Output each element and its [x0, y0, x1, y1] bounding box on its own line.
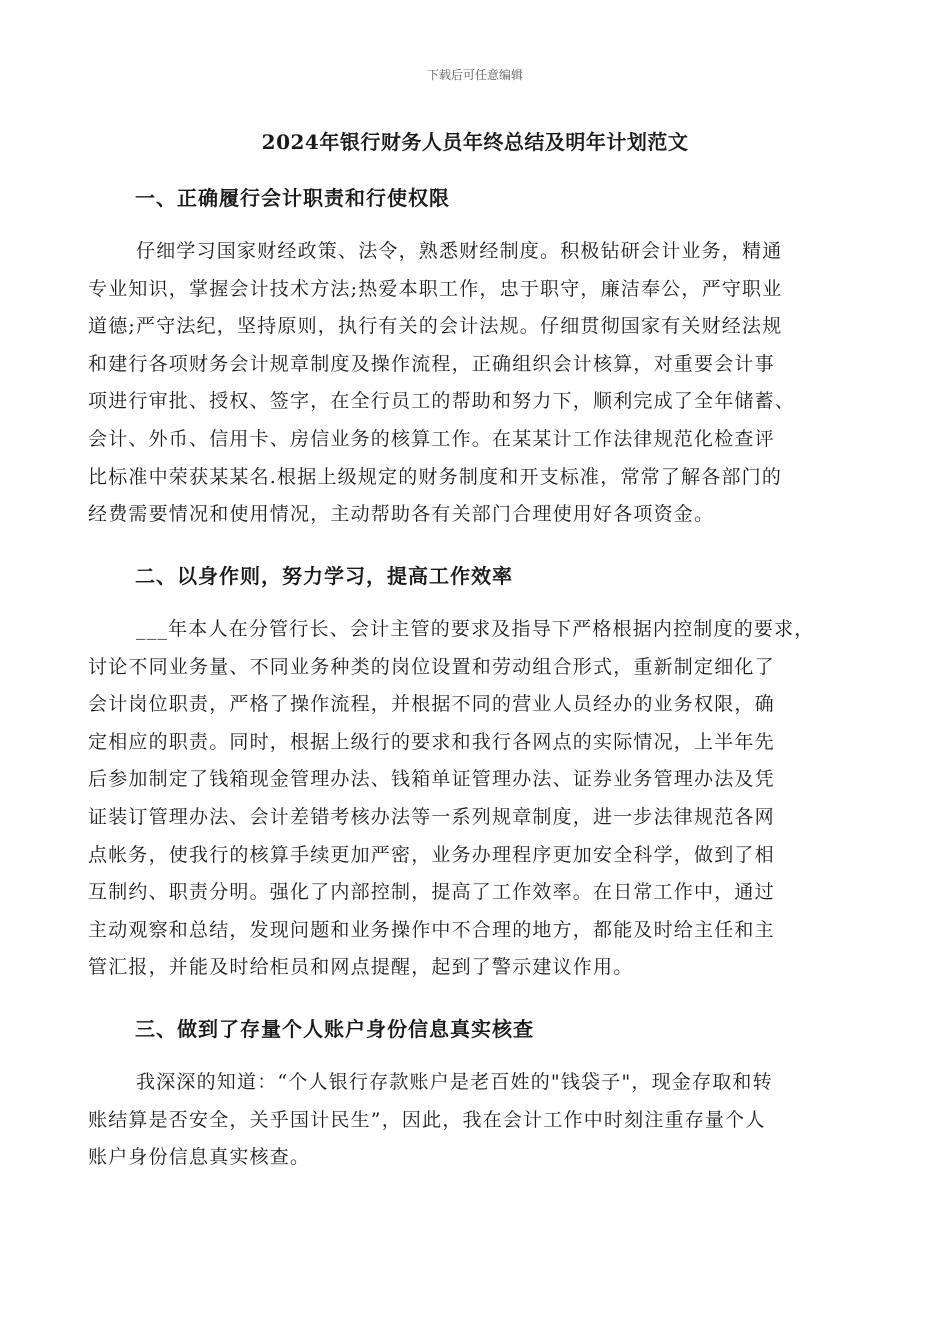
paragraph-line: 后参加制定了钱箱现金管理办法、钱箱单证管理办法、证券业务管理办法及凭 [88, 768, 775, 791]
paragraph-line: 账户身份信息真实核查。 [88, 1146, 311, 1169]
paragraph-line: 互制约、职责分明。强化了内部控制，提高了工作效率。在日常工作中，通过 [88, 881, 775, 904]
section-body [88, 233, 878, 534]
section-body [88, 1064, 878, 1177]
section-1 [88, 183, 878, 534]
paragraph-line: 讨论不同业务量、不同业务种类的岗位设置和劳动组合形式，重新制定细化了 [88, 655, 775, 678]
paragraph-line: 项进行审批、授权、签字，在全行员工的帮助和努力下，顺利完成了全年储蓄、 [88, 390, 796, 413]
paragraph-line: 证装订管理办法、会计差错考核办法等一系列规章制度，进一步法律规范各网 [88, 805, 775, 828]
section-heading: 一、正确履行会计职责和行使权限 [135, 186, 450, 210]
paragraph-line: 会计、外币、信用卡、房信业务的核算工作。在某某计工作法律规范化检查评 [88, 427, 775, 450]
paragraph-line: 道德;严守法纪，坚持原则，执行有关的会计法规。仔细贯彻国家有关财经法规 [88, 315, 783, 338]
paragraph-line: 账结算是否安全，关乎国计民生”，因此，我在会计工作中时刻注重存量个人 [88, 1108, 766, 1131]
paragraph-line: ___年本人在分管行长、会计主管的要求及指导下严格根据内控制度的要求， [136, 618, 815, 640]
section-heading: 二、以身作则，努力学习，提高工作效率 [135, 564, 513, 588]
paragraph-line: 专业知识，掌握会计技术方法;热爱本职工作，忠于职守，廉洁奉公，严守职业 [88, 277, 783, 300]
paragraph-line: 和建行各项财务会计规章制度及操作流程，正确组织会计核算，对重要会计事 [88, 352, 775, 375]
paragraph-line: 我深深的知道：“个人银行存款账户是老百姓的"钱袋子"，现金存取和转 [136, 1071, 773, 1093]
section-2 [88, 561, 878, 987]
header-note: 下载后可任意编辑 [426, 68, 523, 82]
paragraph-line: 仔细学习国家财经政策、法令，熟悉财经制度。积极钻研会计业务，精通 [136, 240, 783, 262]
paragraph-line: 经费需要情况和使用情况，主动帮助各有关部门合理使用好各项资金。 [88, 503, 715, 526]
document-title: 2024年银行财务人员年终总结及明年计划范文 [261, 130, 689, 154]
paragraph-line: 会计岗位职责，严格了操作流程，并根据不同的营业人员经办的业务权限，确 [88, 693, 775, 716]
paragraph-line: 比标准中荣获某某名.根据上级规定的财务制度和开支标准，常常了解各部门的 [88, 465, 783, 488]
section-3 [88, 1014, 878, 1177]
paragraph-line: 定相应的职责。同时，根据上级行的要求和我行各网点的实际情况，上半年先 [88, 730, 775, 753]
section-heading: 三、做到了存量个人账户身份信息真实核查 [135, 1017, 534, 1041]
paragraph-line: 主动观察和总结，发现问题和业务操作中不合理的地方，都能及时给主任和主 [88, 918, 775, 941]
paragraph-line: 管汇报，并能及时给柜员和网点提醒，起到了警示建议作用。 [88, 956, 634, 979]
paragraph-line: 点帐务，使我行的核算手续更加严密，业务办理程序更加安全科学，做到了相 [88, 843, 775, 866]
section-body [88, 611, 878, 987]
